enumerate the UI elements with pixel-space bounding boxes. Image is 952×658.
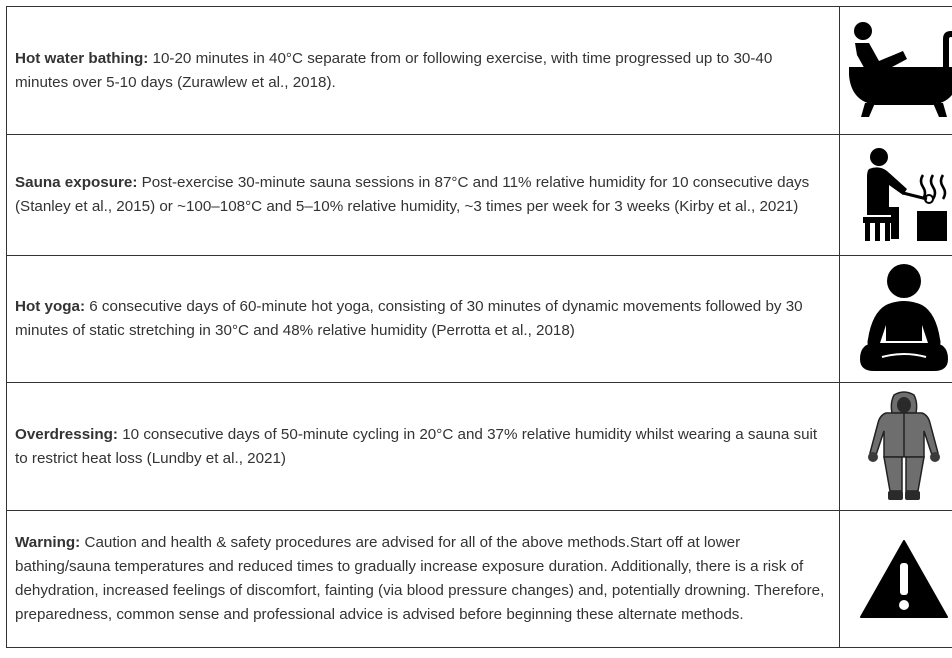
- methods-table: [6, 6, 952, 648]
- method-icon-cell: [840, 383, 952, 511]
- method-icon-cell: [840, 511, 952, 648]
- method-text: Caution and health & safety procedures are advised for all of the above methods.Start off at lower bathing/sauna temperatures and reduced times to gradually increase exposure duration. Additionally, there is a risk of dehydration, increased feelings of discomfort, fainting (via blood pressure changes) and, potentially drowning. Therefore, preparedness, common sense and professional advice is advised before beginning these alternate methods.: [15, 534, 825, 623]
- method-description: [7, 7, 840, 135]
- method-description: [7, 256, 840, 383]
- table-row: [7, 511, 952, 648]
- method-text: Post-exercise 30-minute sauna sessions in 87°C and 11% relative humidity for 10 consecutive days (Stanley et al., 2015) or ~100–108°C and 5–10% relative humidity, ~3 times per week for 3 weeks (Kirby et al., 2021): [15, 174, 810, 215]
- method-description: [7, 511, 840, 648]
- meditation-icon: [856, 263, 952, 375]
- sauna-suit-icon: [866, 391, 942, 503]
- table-row: [7, 383, 952, 511]
- table-row: [7, 256, 952, 383]
- method-text: 10 consecutive days of 50-minute cycling in 20°C and 37% relative humidity whilst wearing a sauna suit to restrict heat loss (Lundby et al., 2021): [15, 425, 818, 467]
- method-description: [7, 383, 840, 511]
- table-row: [7, 135, 952, 256]
- method-text: 6 consecutive days of 60-minute hot yoga, consisting of 30 minutes of dynamic movements followed by 30 minutes of static stretching in 30°C and 48% relative humidity (Perrotta et al., 2018): [15, 298, 803, 339]
- method-title: Overdressing:: [15, 425, 118, 443]
- warning-icon: [859, 539, 949, 619]
- bathtub-icon: [847, 21, 952, 121]
- method-title: Hot yoga:: [15, 298, 86, 315]
- method-icon-cell: [840, 135, 952, 256]
- method-icon-cell: [840, 7, 952, 135]
- sauna-icon: [859, 147, 949, 243]
- method-icon-cell: [840, 256, 952, 383]
- method-description: [7, 135, 840, 256]
- method-text: 10-20 minutes in 40°C separate from or following exercise, with time progressed up to 30-40 minutes over 5-10 days (Zurawlew et al., 2018).: [15, 49, 773, 91]
- method-title: Warning:: [15, 534, 81, 551]
- method-title: Hot water bathing:: [15, 49, 149, 67]
- table-row: [7, 7, 952, 135]
- method-title: Sauna exposure:: [15, 174, 138, 191]
